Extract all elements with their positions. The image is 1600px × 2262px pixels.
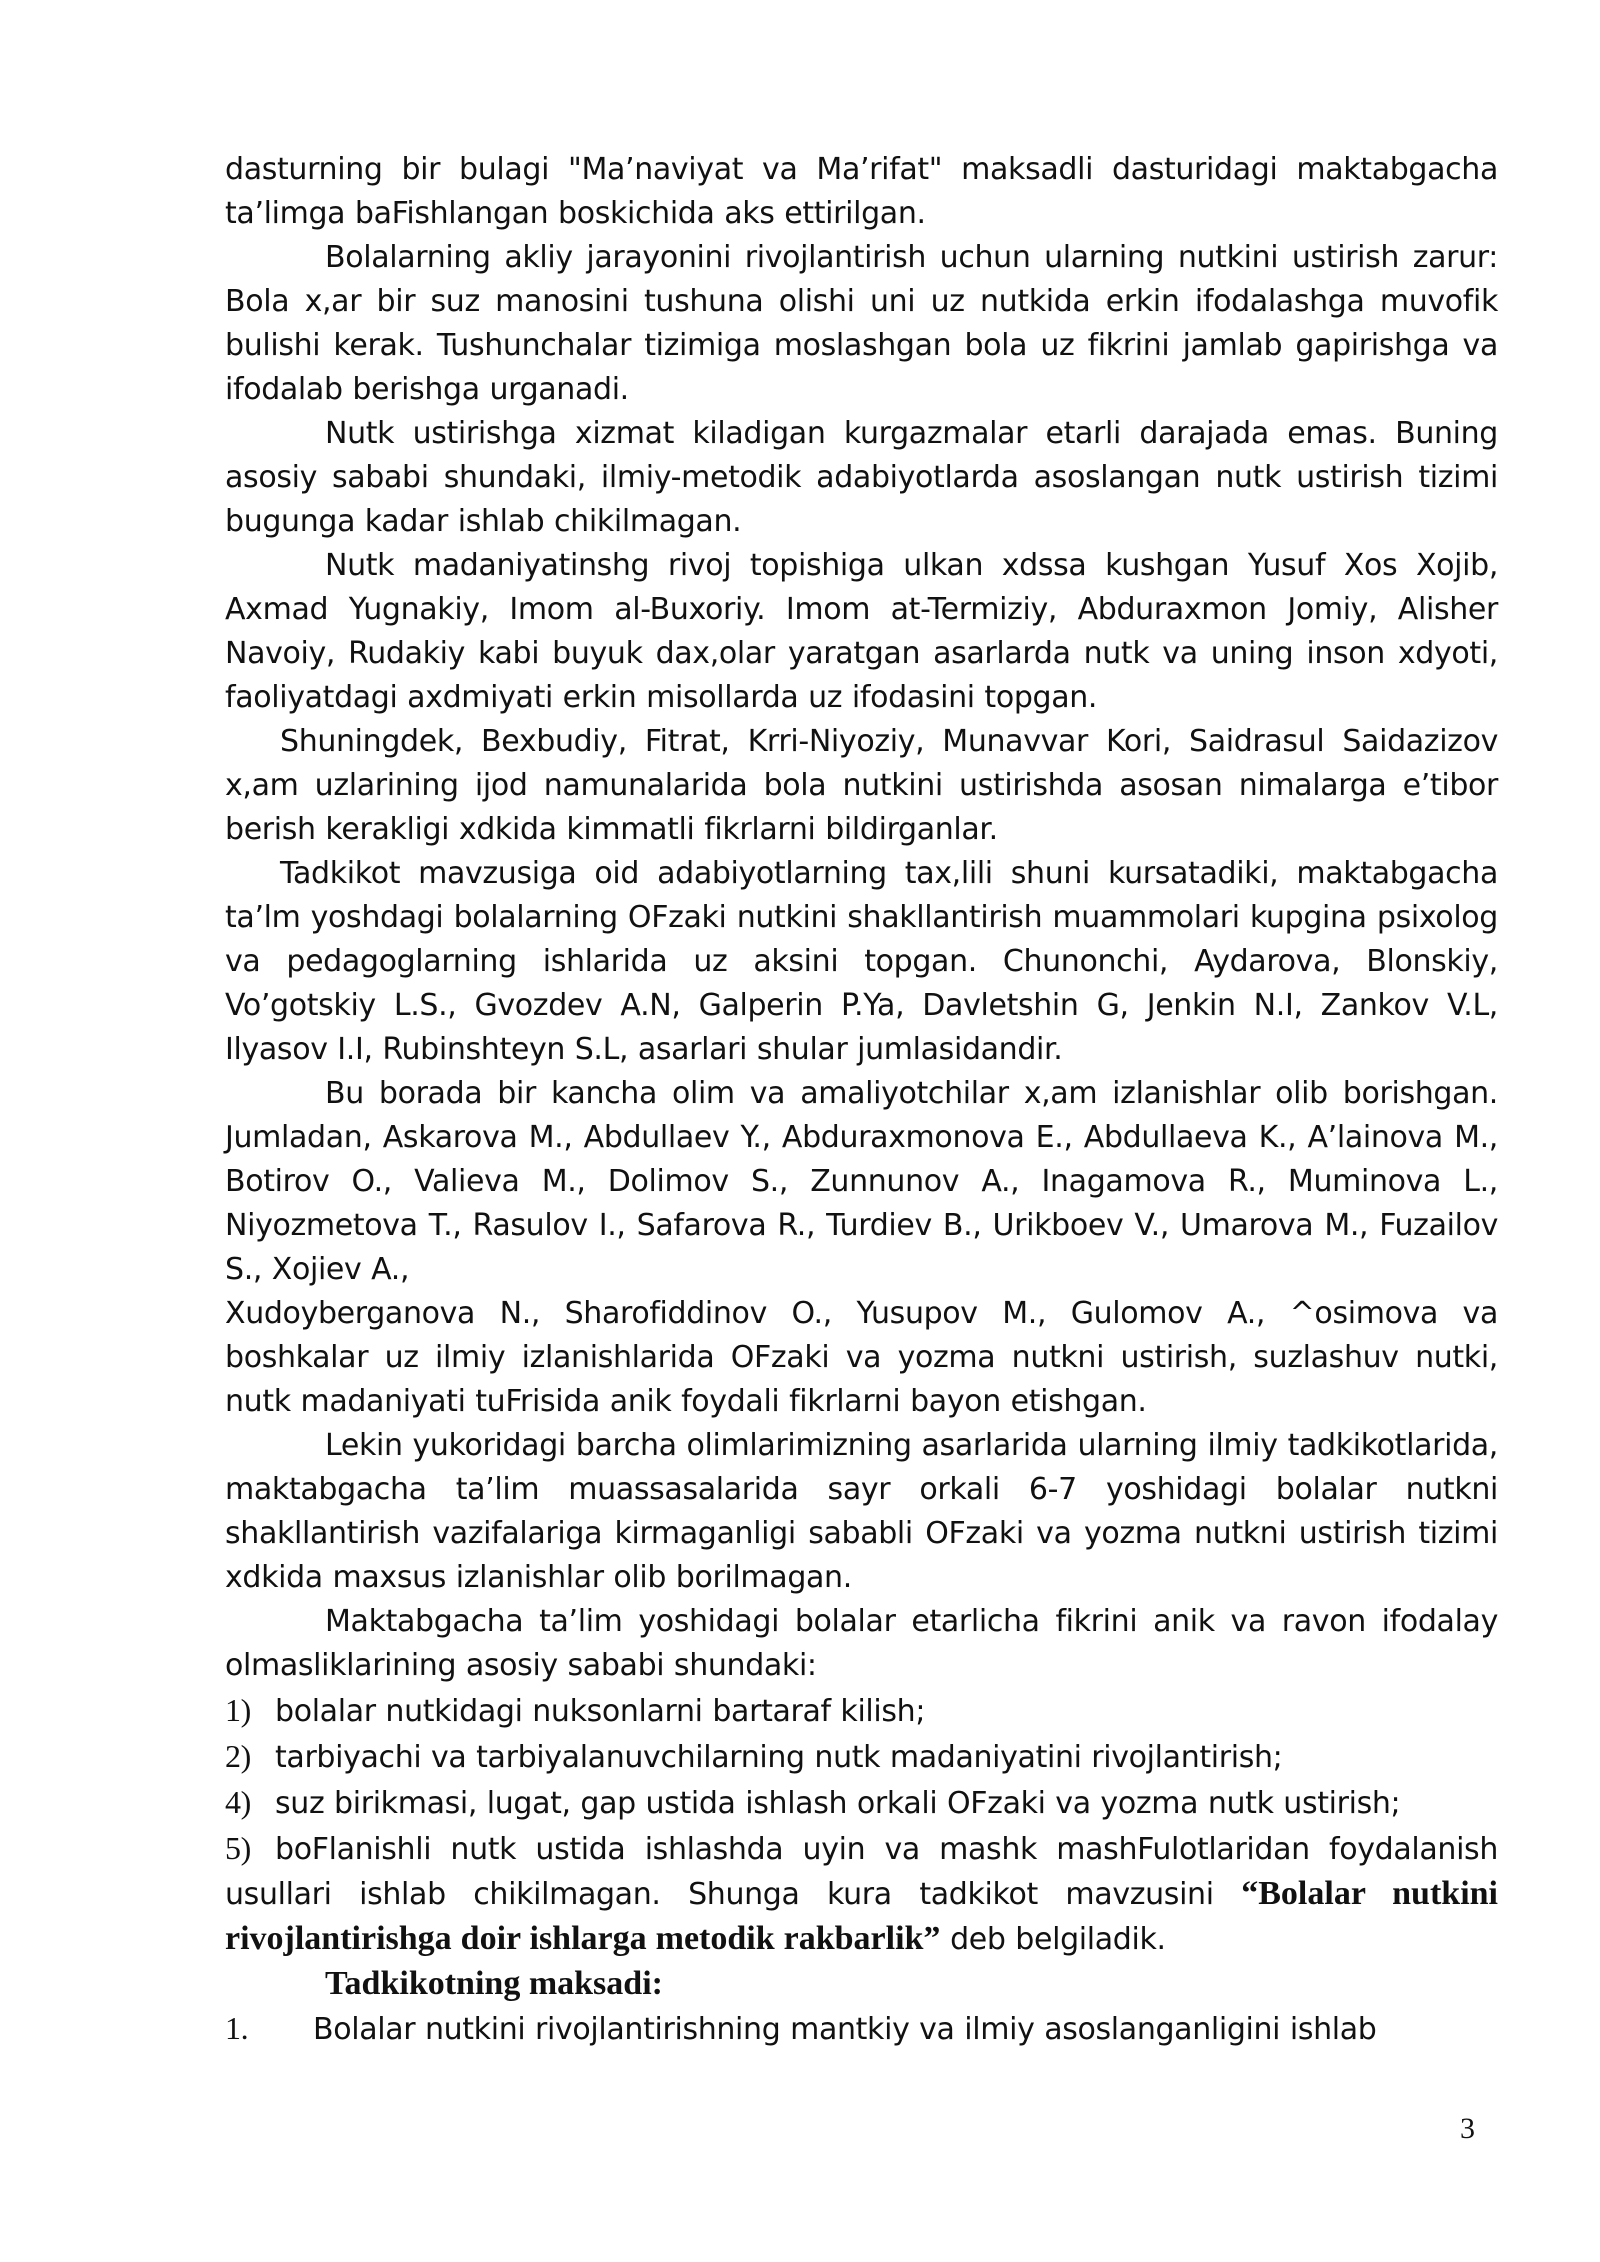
list-text: tarbiyachi va tarbiyalanuvchilarning nutk madaniyatini rivojlantirish; [275, 1740, 1283, 1775]
list-item [225, 1734, 1498, 1780]
paragraph-10: Maktabgacha ta’lim yoshidagi bolalar etarlicha fikrini anik va ravon ifodalay olmasliklarining asosiy sababi shundaki: [225, 1604, 1498, 1683]
paragraph-7: Bu borada bir kancha olim va amaliyotchilar x,am izlanishlar olib borishgan. Jumladan, Askarova M., Abdullaev Y., Abduraxmonova E., Abdullaeva K., A’lainova M., Botirov O., Valieva M., Dolimov S., Zunnunov A., Inagamova R., Muminova L., Niyozmetova T., Rasulov I., Safarova R., Turdiev B., Urikboev V., Umarova M., Fuzailov S., Xojiev A., [225, 1076, 1498, 1287]
paragraph-4: Nutk madaniyatinshg rivoj topishiga ulkan xdssa kushgan Yusuf Xos Xojib, Axmad Yugnakiy, Imom al-Buxoriy. Imom at-Termiziy, Abduraxmon Jomiy, Alisher Navoiy, Rudakiy kabi buyuk dax,olar yaratgan asarlarda nutk va uning inson xdyoti, faoliyatdagi axdmiyati erkin misollarda uz ifodasini topgan. [225, 548, 1498, 715]
list-item [225, 1688, 1498, 1734]
list-text: boFlanishli nutk ustida ishlashda uyin va mashk mashFulotlaridan foydalanish usullari ishlab chikilmagan. Shunga kura tadkikot mavzusini [225, 1832, 1498, 1912]
list-text: suz birikmasi, lugat, gap ustida ishlash orkali OFzaki va yozma nutk ustirish; [275, 1786, 1401, 1821]
list-item [225, 1780, 1498, 1826]
paragraph-9: Lekin yukoridagi barcha olimlarimizning asarlarida ularning ilmiy tadkikotlarida, maktabgacha ta’lim muassasalarida sayr orkali 6-7 yoshidagi bolalar nutkni shakllantirish vazifalariga kirmaganligi sababli OFzaki va yozma nutkni ustirish tizimi xdkida maxsus izlanishlar olib borilmagan. [225, 1428, 1498, 1595]
paragraph-2: Bolalarning akliy jarayonini rivojlantirish uchun ularning nutkini ustirish zarur: Bola x,ar bir suz manosini tushuna olishi uni uz nutkida erkin ifodalashga muvofik bulishi kerak. Tushunchalar tizimiga moslashgan bola uz fikrini jamlab gapirishga va ifodalab berishga urganadi. [225, 240, 1498, 407]
list-item [225, 1826, 1498, 1962]
paragraph-5: Shuningdek, Bexbudiy, Fitrat, Krri-Niyoziy, Munavvar Kori, Saidrasul Saidazizov x,am uzlarining ijod namunalarida bola nutkini ustirishda asosan nimalarga e’tibor berish kerakligi xdkida kimmatli fikrlarni bildirganlar. [225, 724, 1498, 847]
list-number: 5) [225, 1830, 251, 1866]
goal-number: 1. [225, 2010, 249, 2046]
paragraph-6: Tadkikot mavzusiga oid adabiyotlarning tax,lili shuni kursatadiki, maktabgacha ta’lm yoshdagi bolalarning OFzaki nutkini shakllantirish muammolari kupgina psixolog va pedagoglarning ishlarida uz aksini topgan. Chunonchi, Aydarova, Blonskiy, Vo’gotskiy L.S., Gvozdev A.N, Galperin P.Ya, Davletshin G, Jenkin N.I, Zankov V.L, Ilyasov I.I, Rubinshteyn S.L, asarlari shular jumlasidandir. [225, 856, 1498, 1067]
topic-title: “Bolalar nutkini rivojlantirishga doir ishlarga metodik rakbarlik” [225, 1875, 1498, 1957]
paragraph-8: Xudoyberganova N., Sharofiddinov O., Yusupov M., Gulomov A., ^osimova va boshkalar uz ilmiy izlanishlarida OFzaki va yozma nutkni ustirish, suzlashuv nutki, nutk madaniyati tuFrisida anik foydali fikrlarni bayon etishgan. [225, 1296, 1498, 1419]
goal-item [225, 2006, 1498, 2052]
list-number: 2) [225, 1738, 251, 1774]
page-number: 3 [1460, 2112, 1475, 2145]
list-text-tail: deb belgiladik. [950, 1922, 1166, 1957]
list-number: 4) [225, 1784, 251, 1820]
paragraph-3: Nutk ustirishga xizmat kiladigan kurgazmalar etarli darajada emas. Buning asosiy sababi shundaki, ilmiy-metodik adabiyotlarda asoslangan nutk ustirish tizimi bugunga kadar ishlab chikilmagan. [225, 416, 1498, 539]
paragraph-1: dasturning bir bulagi "Ma’naviyat va Ma’rifat" maksadli dasturidagi maktabgacha ta’limga baFishlangan boskichida aks ettirilgan. [225, 152, 1498, 231]
list-text: bolalar nutkidagi nuksonlarni bartaraf kilish; [275, 1694, 926, 1729]
document-page [225, 148, 1498, 2052]
goal-text: Bolalar nutkini rivojlantirishning mantkiy va ilmiy asoslanganligini ishlab [313, 2012, 1377, 2047]
section-heading: Tadkikotning maksadi: [325, 1965, 663, 2002]
list-number: 1) [225, 1692, 251, 1728]
